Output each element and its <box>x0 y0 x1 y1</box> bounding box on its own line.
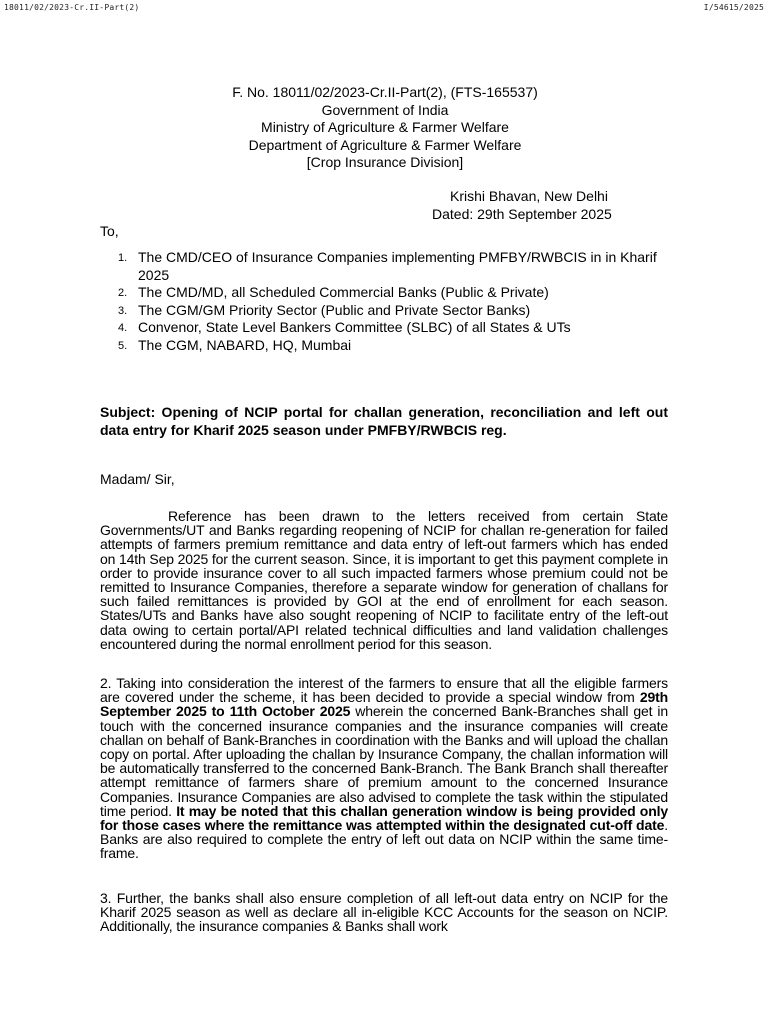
recipient-item: 5. The CGM, NABARD, HQ, Mumbai <box>118 336 352 353</box>
paragraph-1: Reference has been drawn to the letters received from certain State Governments/UT and Banks regarding reopening of NCIP for challan re-generation for failed attempts of farmers premium remittance and data entry of left-out farmers which has ended on 14th Sep 2025 for the current season. Since, it is important to get this payment complete in order to provide insurance cover to all such impacted farmers whose premium could not be remitted to Insurance Companies, therefore a separate window for generation of challans for such failed remittances is provided by GOI at the end of enrollment for each season. States/UTs and Banks have also sought reopening of NCIP to facilitate entry of the left-out data owing to certain portal/API related technical difficulties and land validation challenges encountered during the normal enrollment period for this season. <box>100 508 668 652</box>
government-name: Government of India <box>321 101 449 118</box>
subject-line: Subject: Opening of NCIP portal for challan generation, reconciliation and left out data entry for Kharif 2025 season under PMFBY/RWBCIS reg. <box>100 404 668 438</box>
letterhead <box>170 84 600 172</box>
department-name: Department of Agriculture & Farmer Welfare <box>248 136 522 153</box>
division-name: [Crop Insurance Division] <box>306 154 464 170</box>
letter-date: Dated: 29th September 2025 <box>432 205 612 222</box>
header-receipt-number: I/54615/2025 <box>703 3 764 12</box>
recipient-item: 3. The CGM/GM Priority Sector (Public and Private Sector Banks) <box>118 301 531 318</box>
to-label: To, <box>100 223 119 239</box>
place-date-block <box>432 188 612 223</box>
ministry-name: Ministry of Agriculture & Farmer Welfare <box>261 119 509 135</box>
file-number: F. No. 18011/02/2023-Cr.II-Part(2), (FTS-165537) <box>232 84 538 100</box>
place: Krishi Bhavan, New Delhi <box>450 188 608 204</box>
recipient-item: 2. The CMD/MD, all Scheduled Commercial Banks (Public & Private) <box>118 284 549 300</box>
recipient-item: 4. Convenor, State Level Bankers Committee (SLBC) of all States & UTs <box>118 319 571 335</box>
recipient-list <box>118 249 678 354</box>
recipient-item: 1. The CMD/CEO of Insurance Companies implementing PMFBY/RWBCIS in in Kharif 2025 <box>118 249 657 283</box>
paragraph-2: 2. Taking into consideration the interest of the farmers to ensure that all the eligible farmers are covered under the scheme, it has been decided to provide a special window from 29th September 2025 to 11th October 2025 wherein the concerned Bank-Branches shall get in touch with the concerned insurance companies and the insurance companies will create challan on behalf of Bank-Branches in coordination with the Banks and will upload the challan copy on portal. After uploading the challan by Insurance Company, the challan information will be automatically transferred to the concerned Bank-Branch. The Bank Branch shall thereafter attempt remittance of farmers share of premium amount to the concerned Insurance Companies. Insurance Companies are also advised to complete the task within the stipulated time period. It may be noted that this challan generation window is being provided only for those cases where the remittance was attempted within the designated cut-off date. Banks are also required to complete the entry of left out data on NCIP within the same time-frame. <box>100 675 668 862</box>
cutoff-note: It may be noted that this challan generation window is being provided only for those cases where the remittance was attempted within the designated cut-off date <box>100 802 668 834</box>
window-dates: 29th September 2025 to 11th October 2025 <box>100 689 668 720</box>
header-file-number: 18011/02/2023-Cr.II-Part(2) <box>4 3 140 12</box>
paragraph-3: 3. Further, the banks shall also ensure completion of all left-out data entry on NCIP for the Kharif 2025 season as well as declare all in-eligible KCC Accounts for the season on NCIP. Additionally, the insurance companies & Banks shall work <box>100 890 668 935</box>
salutation: Madam/ Sir, <box>100 471 175 487</box>
